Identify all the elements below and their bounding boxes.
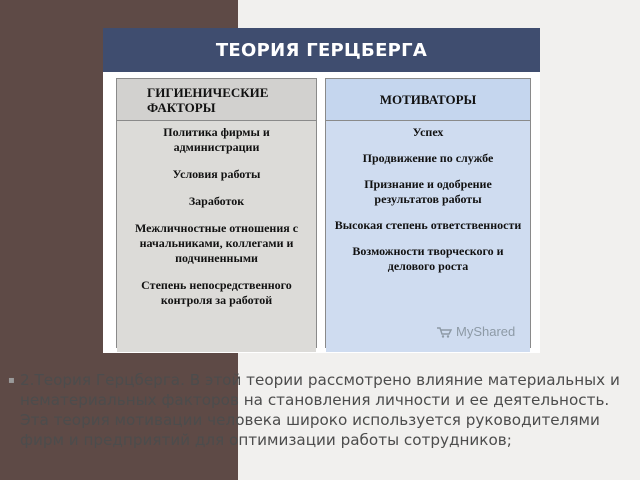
watermark-text: MyShared [456, 324, 516, 339]
watermark-cart-icon [436, 326, 452, 337]
hygiene-factors-column [116, 78, 317, 348]
motivator-item: Высокая степень ответственности [334, 218, 522, 232]
slide-image [103, 28, 540, 353]
hygiene-factors-header [117, 79, 316, 121]
bullet-text: 2.Теория Герцберга. В этой теории рассмотрено влияние материальных и нематериальных факторов на становления личности и ее деятельность. Эта теория мотивации человека широко используется руководителями фирм и предприятий для оптимизации работы сотрудников; [20, 371, 620, 449]
hygiene-header-line2: ФАКТОРЫ [147, 99, 216, 115]
motivators-list [326, 121, 530, 352]
hygiene-header-line1: ГИГИЕНИЧЕСКИЕ [147, 84, 269, 100]
bullet-paragraph [8, 370, 636, 450]
motivator-item: Признание и одобрение результатов работы [364, 177, 492, 206]
hygiene-item: Степень непосредственного контроля за работой [141, 278, 292, 307]
watermark [436, 324, 515, 339]
motivators-column [325, 78, 531, 348]
motivator-item: Продвижение по службе [362, 151, 494, 165]
hygiene-item: Заработок [188, 194, 245, 208]
motivator-item: Возможности творческого и делового роста [352, 244, 504, 273]
motivators-header: МОТИВАТОРЫ [326, 79, 530, 121]
hygiene-factors-list [117, 121, 316, 352]
hygiene-item: Условия работы [172, 167, 261, 181]
slide-title: ТЕОРИЯ ГЕРЦБЕРГА [103, 28, 540, 72]
hygiene-item: Политика фирмы и администрации [163, 125, 270, 154]
bullet-marker: ▪ [8, 375, 15, 386]
motivator-item: Успех [412, 125, 444, 139]
hygiene-item: Межличностные отношения с начальниками, коллегами и подчиненными [134, 221, 299, 265]
